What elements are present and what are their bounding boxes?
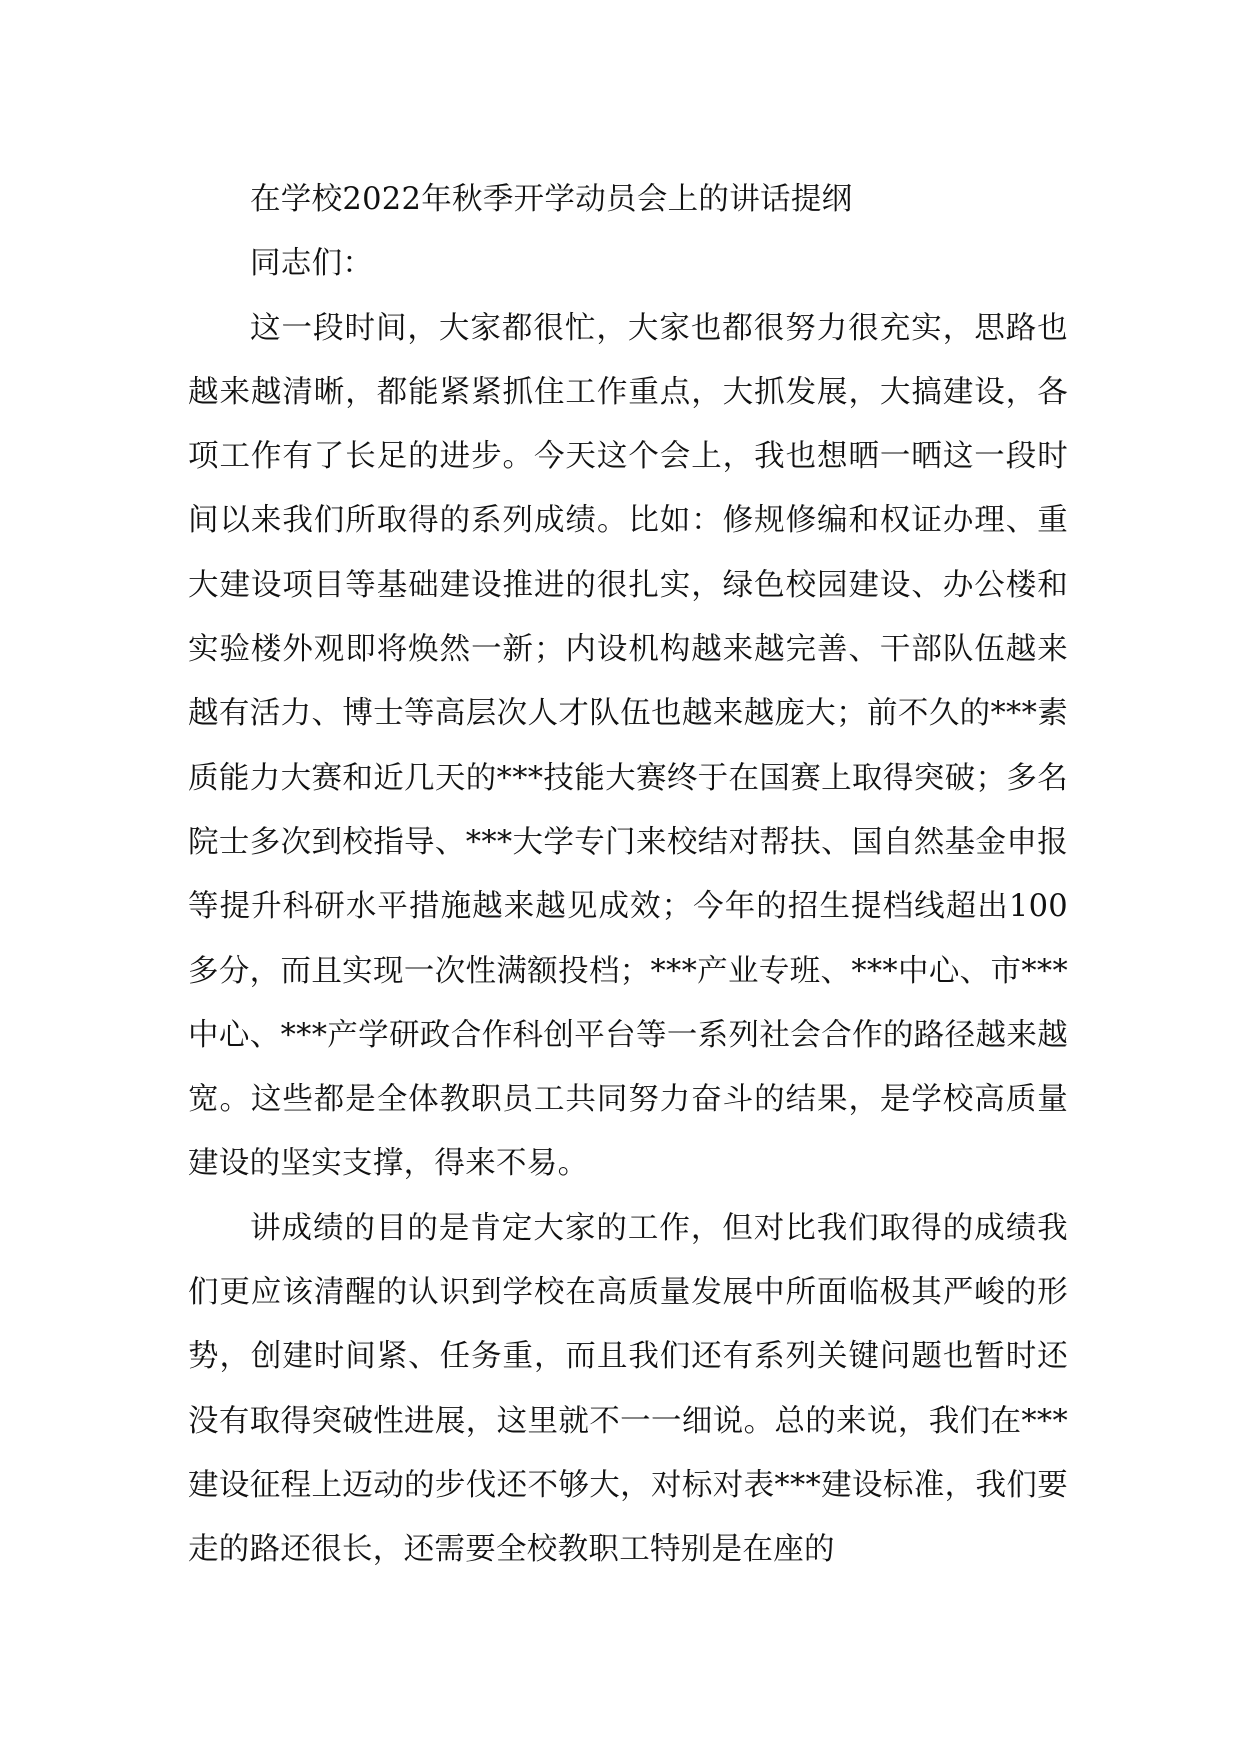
salutation: 同志们：	[250, 246, 374, 282]
paragraph-achievements: 这一段时间，大家都很忙，大家也都很努力很充实，思路也越来越清晰，都能紧紧抓住工作重点，大抓发展，大搞建设，各项工作有了长足的进步。今天这个会上，我也想晒一晒这一段时间以来我们所取得的系列成绩。比如：修规修编和权证办理、重大建设项目等基础建设推进的很扎实，绿色校园建设、办公楼和实验楼外观即将焕然一新；内设机构越来越完善、干部队伍越来越有活力、博士等高层次人才队伍也越来越庞大；前不久的***素质能力大赛和近几天的***技能大赛终于在国赛上取得突破；多名院士多次到校指导、***大学专门来校结对帮扶、国自然基金申报等提升科研水平措施越来越见成效；今年的招生提档线超出100多分，而且实现一次性满额投档；***产业专班、***中心、市***中心、***产学研政合作科创平台等一系列社会合作的路径越来越宽。这些都是全体教职员工共同努力奋斗的结果，是学校高质量建设的坚实支撑，得来不易。	[188, 310, 1068, 1182]
document-body	[188, 168, 1068, 1583]
paragraph-challenges: 讲成绩的目的是肯定大家的工作，但对比我们取得的成绩我们更应该清醒的认识到学校在高质量发展中所面临极其严峻的形势，创建时间紧、任务重，而且我们还有系列关键问题也暂时还没有取得突破性进展，这里就不一一细说。总的来说，我们在***建设征程上迈动的步伐还不够大，对标对表***建设标准，我们要走的路还很长，还需要全校教职工特别是在座的	[188, 1210, 1068, 1568]
document-title: 在学校2022年秋季开学动员会上的讲话提纲	[250, 182, 853, 217]
